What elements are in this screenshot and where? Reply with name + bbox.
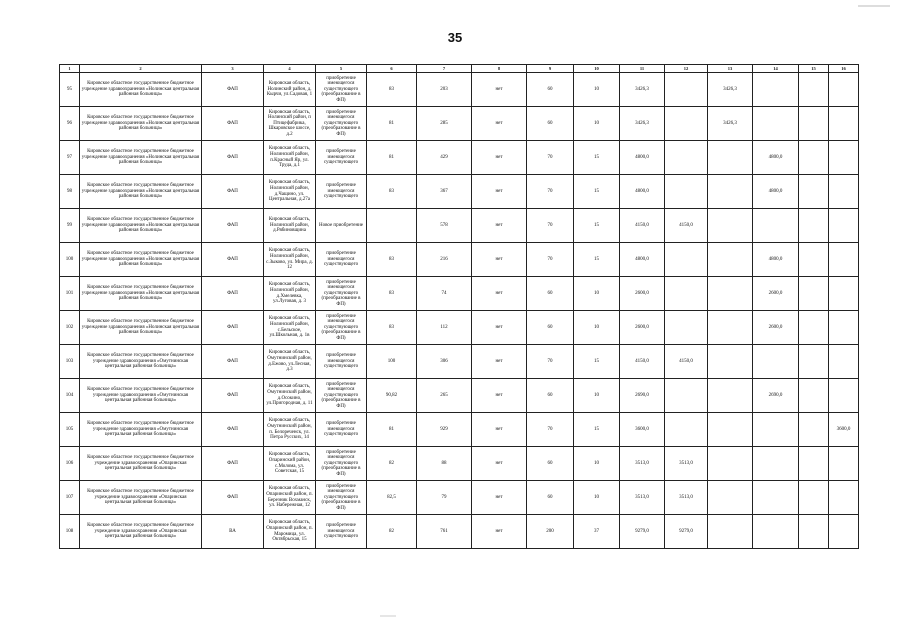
address-cell: Кировская область, Нолинский район, д.Чащино, ул. Центральная, д.27а [264, 175, 316, 209]
table-row [60, 311, 859, 345]
facility-type-cell: ФАП [202, 209, 264, 243]
amount-cell: 4150,0 [620, 209, 665, 243]
value-cell: 82,5 [367, 481, 417, 515]
amount-cell [708, 515, 753, 549]
amount-cell: 3426,3 [708, 73, 753, 107]
column-header: 15 [799, 65, 829, 73]
column-header: 13 [708, 65, 753, 73]
amount-cell: 4800,0 [620, 175, 665, 209]
value-cell: 10 [574, 311, 620, 345]
row-number: 102 [60, 311, 80, 345]
organization-cell: Кировское областное государственное бюджетное учреждение здравоохранения «Нолинская центральная районная больница» [80, 107, 202, 141]
amount-cell: 3600,0 [620, 413, 665, 447]
organization-cell: Кировское областное государственное бюджетное учреждение здравоохранения «Опаринская центральная районная больница» [80, 515, 202, 549]
action-cell: приобретение имеющегося существующего (преобразование в ФП) [316, 107, 367, 141]
action-cell: приобретение имеющегося существующего (преобразование в ФП) [316, 73, 367, 107]
action-cell: приобретение имеющегося существующего (преобразование в ФП) [316, 447, 367, 481]
table-row [60, 175, 859, 209]
amount-cell [829, 243, 859, 277]
facility-type-cell: ФАП [202, 175, 264, 209]
amount-cell: 2690,0 [753, 379, 799, 413]
row-number: 100 [60, 243, 80, 277]
organization-cell: Кировское областное государственное бюджетное учреждение здравоохранения «Нолинская центральная районная больница» [80, 311, 202, 345]
amount-cell [799, 413, 829, 447]
column-header: 3 [202, 65, 264, 73]
table-row [60, 447, 859, 481]
value-cell: 578 [417, 209, 472, 243]
amount-cell [753, 413, 799, 447]
amount-cell: 2600,0 [620, 277, 665, 311]
amount-cell [829, 311, 859, 345]
amount-cell [799, 311, 829, 345]
amount-cell [708, 141, 753, 175]
value-cell: 15 [574, 175, 620, 209]
value-cell: нет [472, 73, 527, 107]
value-cell: 60 [527, 379, 574, 413]
value-cell: 79 [417, 481, 472, 515]
address-cell: Кировская область, Нолинский район, с.Бельское, ул.Школьная, д. 1в [264, 311, 316, 345]
value-cell: 367 [417, 175, 472, 209]
amount-cell [799, 243, 829, 277]
amount-cell: 4800,0 [753, 141, 799, 175]
row-number: 99 [60, 209, 80, 243]
amount-cell [708, 379, 753, 413]
row-number: 106 [60, 447, 80, 481]
address-cell: Кировская область, Нолинский район, д. Кырчи, ул.Садовая, 1 [264, 73, 316, 107]
column-header: 1 [60, 65, 80, 73]
amount-cell: 3426,3 [708, 107, 753, 141]
amount-cell [708, 345, 753, 379]
amount-cell [665, 175, 708, 209]
amount-cell [799, 73, 829, 107]
amount-cell [665, 107, 708, 141]
amount-cell: 2600,0 [620, 311, 665, 345]
amount-cell [708, 311, 753, 345]
action-cell: приобретение имеющегося существующего [316, 515, 367, 549]
row-number: 103 [60, 345, 80, 379]
value-cell: 10 [574, 447, 620, 481]
value-cell: 90,82 [367, 379, 417, 413]
value-cell: 112 [417, 311, 472, 345]
value-cell: 70 [527, 175, 574, 209]
amount-cell [799, 209, 829, 243]
amount-cell: 4150,0 [665, 345, 708, 379]
action-cell: приобретение имеющегося существующего [316, 175, 367, 209]
amount-cell [799, 345, 829, 379]
value-cell: нет [472, 447, 527, 481]
amount-cell [665, 379, 708, 413]
amount-cell [829, 277, 859, 311]
amount-cell [799, 515, 829, 549]
value-cell: 216 [417, 243, 472, 277]
amount-cell: 3600,0 [829, 413, 859, 447]
value-cell: 82 [367, 447, 417, 481]
value-cell: 82 [367, 515, 417, 549]
amount-cell: 4150,0 [620, 345, 665, 379]
address-cell: Кировская область, Омутнинский район, д.Осокино, ул.Пригородная, д. 11 [264, 379, 316, 413]
amount-cell: 4800,0 [620, 141, 665, 175]
amount-cell: 9279,0 [665, 515, 708, 549]
value-cell: 70 [527, 345, 574, 379]
action-cell: приобретение имеющегося существующего [316, 141, 367, 175]
value-cell: нет [472, 243, 527, 277]
address-cell: Кировская область, Опаринский район, п. Маромица, ул. Октябрьская, 15 [264, 515, 316, 549]
row-number: 108 [60, 515, 80, 549]
amount-cell [829, 73, 859, 107]
amount-cell [799, 141, 829, 175]
amount-cell [829, 141, 859, 175]
row-number: 105 [60, 413, 80, 447]
amount-cell [665, 73, 708, 107]
value-cell: 83 [367, 311, 417, 345]
column-header: 4 [264, 65, 316, 73]
organization-cell: Кировское областное государственное бюджетное учреждение здравоохранения «Нолинская центральная районная больница» [80, 175, 202, 209]
organization-cell: Кировское областное государственное бюджетное учреждение здравоохранения «Нолинская центральная районная больница» [80, 73, 202, 107]
amount-cell [799, 379, 829, 413]
value-cell: 10 [574, 481, 620, 515]
address-cell: Кировская область, Омутнинский район, д.Ежово, ул.Лесная, д.3 [264, 345, 316, 379]
row-number: 98 [60, 175, 80, 209]
row-number: 107 [60, 481, 80, 515]
value-cell: 70 [527, 141, 574, 175]
value-cell: 761 [417, 515, 472, 549]
amount-cell [829, 447, 859, 481]
amount-cell [753, 209, 799, 243]
value-cell: 10 [574, 73, 620, 107]
amount-cell [708, 209, 753, 243]
action-cell: приобретение имеющегося существующего [316, 243, 367, 277]
amount-cell [799, 175, 829, 209]
facility-type-cell: ФАП [202, 481, 264, 515]
value-cell: нет [472, 515, 527, 549]
amount-cell: 9279,0 [620, 515, 665, 549]
organization-cell: Кировское областное государственное бюджетное учреждение здравоохранения «Омутнинская центральная районная больница» [80, 413, 202, 447]
value-cell: 81 [367, 413, 417, 447]
amount-cell [753, 345, 799, 379]
value-cell: 60 [527, 481, 574, 515]
address-cell: Кировская область, Нолинский район, д.Хмелевка, ул.Луговая, д. 3 [264, 277, 316, 311]
table-row [60, 243, 859, 277]
table-row [60, 345, 859, 379]
action-cell: приобретение имеющегося существующего (преобразование в ФП) [316, 379, 367, 413]
amount-cell [753, 107, 799, 141]
value-cell: нет [472, 209, 527, 243]
column-header: 11 [620, 65, 665, 73]
amount-cell: 3426,3 [620, 107, 665, 141]
amount-cell [665, 311, 708, 345]
organization-cell: Кировское областное государственное бюджетное учреждение здравоохранения «Нолинская центральная районная больница» [80, 243, 202, 277]
action-cell: приобретение имеющегося существующего [316, 345, 367, 379]
amount-cell: 2600,0 [753, 311, 799, 345]
value-cell: 60 [527, 73, 574, 107]
facility-type-cell: ФАП [202, 345, 264, 379]
facility-type-cell: ФАП [202, 277, 264, 311]
column-header: 5 [316, 65, 367, 73]
value-cell: 10 [574, 379, 620, 413]
amount-cell [829, 107, 859, 141]
row-number: 101 [60, 277, 80, 311]
action-cell: приобретение имеющегося существующего [316, 413, 367, 447]
organization-cell: Кировское областное государственное бюджетное учреждение здравоохранения «Опаринская центральная районная больница» [80, 447, 202, 481]
amount-cell [753, 481, 799, 515]
facility-type-cell: ФАП [202, 73, 264, 107]
action-cell: Новое приобретение [316, 209, 367, 243]
organization-cell: Кировское областное государственное бюджетное учреждение здравоохранения «Нолинская центральная районная больница» [80, 141, 202, 175]
value-cell: 265 [417, 379, 472, 413]
row-number: 95 [60, 73, 80, 107]
row-number: 97 [60, 141, 80, 175]
amount-cell: 3513,0 [620, 481, 665, 515]
table-row [60, 107, 859, 141]
amount-cell [708, 243, 753, 277]
amount-cell [829, 481, 859, 515]
amount-cell: 2600,0 [753, 277, 799, 311]
value-cell: 15 [574, 243, 620, 277]
value-cell: нет [472, 345, 527, 379]
column-header: 16 [829, 65, 859, 73]
facility-type-cell: ФАП [202, 311, 264, 345]
amount-cell: 3513,0 [665, 447, 708, 481]
address-cell: Кировская область, Нолинский район, п.Красный Яр, ул. Труда, д.1 [264, 141, 316, 175]
value-cell: 60 [527, 311, 574, 345]
amount-cell [753, 447, 799, 481]
value-cell: 929 [417, 413, 472, 447]
amount-cell [665, 243, 708, 277]
table-row [60, 73, 859, 107]
amount-cell [829, 209, 859, 243]
amount-cell: 4800,0 [753, 243, 799, 277]
column-header: 8 [472, 65, 527, 73]
organization-cell: Кировское областное государственное бюджетное учреждение здравоохранения «Нолинская центральная районная больница» [80, 277, 202, 311]
column-header: 10 [574, 65, 620, 73]
column-header: 2 [80, 65, 202, 73]
amount-cell: 4150,0 [665, 209, 708, 243]
amount-cell [829, 515, 859, 549]
table-row [60, 141, 859, 175]
amount-cell: 4800,0 [753, 175, 799, 209]
amount-cell [708, 447, 753, 481]
amount-cell [799, 277, 829, 311]
value-cell: 83 [367, 243, 417, 277]
amount-cell [708, 175, 753, 209]
table-row [60, 515, 859, 549]
table-row [60, 413, 859, 447]
facility-type-cell: ФАП [202, 447, 264, 481]
address-cell: Кировская область, Опаринский район, п. Березник Вохманск, ул. Набережная, 12 [264, 481, 316, 515]
organization-cell: Кировское областное государственное бюджетное учреждение здравоохранения «Омутнинская центральная районная больница» [80, 379, 202, 413]
column-header: 9 [527, 65, 574, 73]
amount-cell [829, 175, 859, 209]
amount-cell [708, 277, 753, 311]
value-cell: 285 [417, 107, 472, 141]
amount-cell [753, 515, 799, 549]
value-cell: 60 [527, 277, 574, 311]
action-cell: приобретение имеющегося существующего (преобразование в ФП) [316, 311, 367, 345]
value-cell: 15 [574, 209, 620, 243]
address-cell: Кировская область, Опаринский район, с.Молома, ул. Советская, 15 [264, 447, 316, 481]
value-cell: 200 [527, 515, 574, 549]
amount-cell [829, 345, 859, 379]
value-cell: 74 [417, 277, 472, 311]
organization-cell: Кировское областное государственное бюджетное учреждение здравоохранения «Омутнинская центральная районная больница» [80, 345, 202, 379]
value-cell: 203 [417, 73, 472, 107]
value-cell: нет [472, 175, 527, 209]
value-cell: 60 [527, 447, 574, 481]
table-row [60, 209, 859, 243]
value-cell: 15 [574, 345, 620, 379]
value-cell: нет [472, 141, 527, 175]
column-header: 12 [665, 65, 708, 73]
facility-type-cell: ВА [202, 515, 264, 549]
value-cell [367, 209, 417, 243]
facility-type-cell: ФАП [202, 243, 264, 277]
value-cell: 15 [574, 141, 620, 175]
amount-cell [665, 413, 708, 447]
column-header: 14 [753, 65, 799, 73]
main-table [59, 64, 859, 549]
value-cell: нет [472, 481, 527, 515]
value-cell: нет [472, 277, 527, 311]
value-cell: 37 [574, 515, 620, 549]
address-cell: Кировская область, Нолинский район, п Птицефабрика, Шкаровское шоссе, д.2 [264, 107, 316, 141]
value-cell: 81 [367, 141, 417, 175]
amount-cell [799, 481, 829, 515]
page-number: 35 [447, 30, 463, 45]
amount-cell [708, 481, 753, 515]
value-cell: 15 [574, 413, 620, 447]
table-row [60, 379, 859, 413]
amount-cell: 4800,0 [620, 243, 665, 277]
value-cell: 83 [367, 73, 417, 107]
value-cell: 306 [417, 345, 472, 379]
amount-cell [799, 107, 829, 141]
organization-cell: Кировское областное государственное бюджетное учреждение здравоохранения «Опаринская центральная районная больница» [80, 481, 202, 515]
action-cell: приобретение имеющегося существующего (преобразование в ФП) [316, 481, 367, 515]
column-header: 7 [417, 65, 472, 73]
action-cell: приобретение имеющегося существующего (преобразование в ФП) [316, 277, 367, 311]
amount-cell [665, 277, 708, 311]
value-cell: 10 [574, 277, 620, 311]
amount-cell [799, 447, 829, 481]
address-cell: Кировская область, Нолинский район, с.Зыково, ул. Мира, д. 12 [264, 243, 316, 277]
value-cell: 100 [367, 345, 417, 379]
value-cell: 70 [527, 413, 574, 447]
facility-type-cell: ФАП [202, 141, 264, 175]
value-cell: 429 [417, 141, 472, 175]
row-number: 104 [60, 379, 80, 413]
amount-cell [753, 73, 799, 107]
value-cell: 60 [527, 107, 574, 141]
value-cell: 83 [367, 277, 417, 311]
value-cell: 83 [367, 175, 417, 209]
address-cell: Кировская область, Омутнинский район, п. Белореченск, ул. Петра Русских, 14 [264, 413, 316, 447]
row-number: 96 [60, 107, 80, 141]
amount-cell: 3513,0 [620, 447, 665, 481]
value-cell: 81 [367, 107, 417, 141]
organization-cell: Кировское областное государственное бюджетное учреждение здравоохранения «Нолинская центральная районная больница» [80, 209, 202, 243]
amount-cell: 2690,0 [620, 379, 665, 413]
value-cell: нет [472, 379, 527, 413]
value-cell: 88 [417, 447, 472, 481]
facility-type-cell: ФАП [202, 413, 264, 447]
amount-cell [665, 141, 708, 175]
value-cell: 70 [527, 209, 574, 243]
value-cell: нет [472, 107, 527, 141]
value-cell: нет [472, 311, 527, 345]
header-row [60, 65, 859, 73]
column-header: 6 [367, 65, 417, 73]
value-cell: нет [472, 413, 527, 447]
value-cell: 70 [527, 243, 574, 277]
amount-cell: 3426,3 [620, 73, 665, 107]
table-row [60, 277, 859, 311]
amount-cell [829, 379, 859, 413]
facility-type-cell: ФАП [202, 107, 264, 141]
amount-cell: 3513,0 [665, 481, 708, 515]
facility-type-cell: ФАП [202, 379, 264, 413]
value-cell: 10 [574, 107, 620, 141]
address-cell: Кировская область, Нолинский район, д.Рябиновщина [264, 209, 316, 243]
amount-cell [708, 413, 753, 447]
table-row [60, 481, 859, 515]
table-body [60, 73, 859, 549]
